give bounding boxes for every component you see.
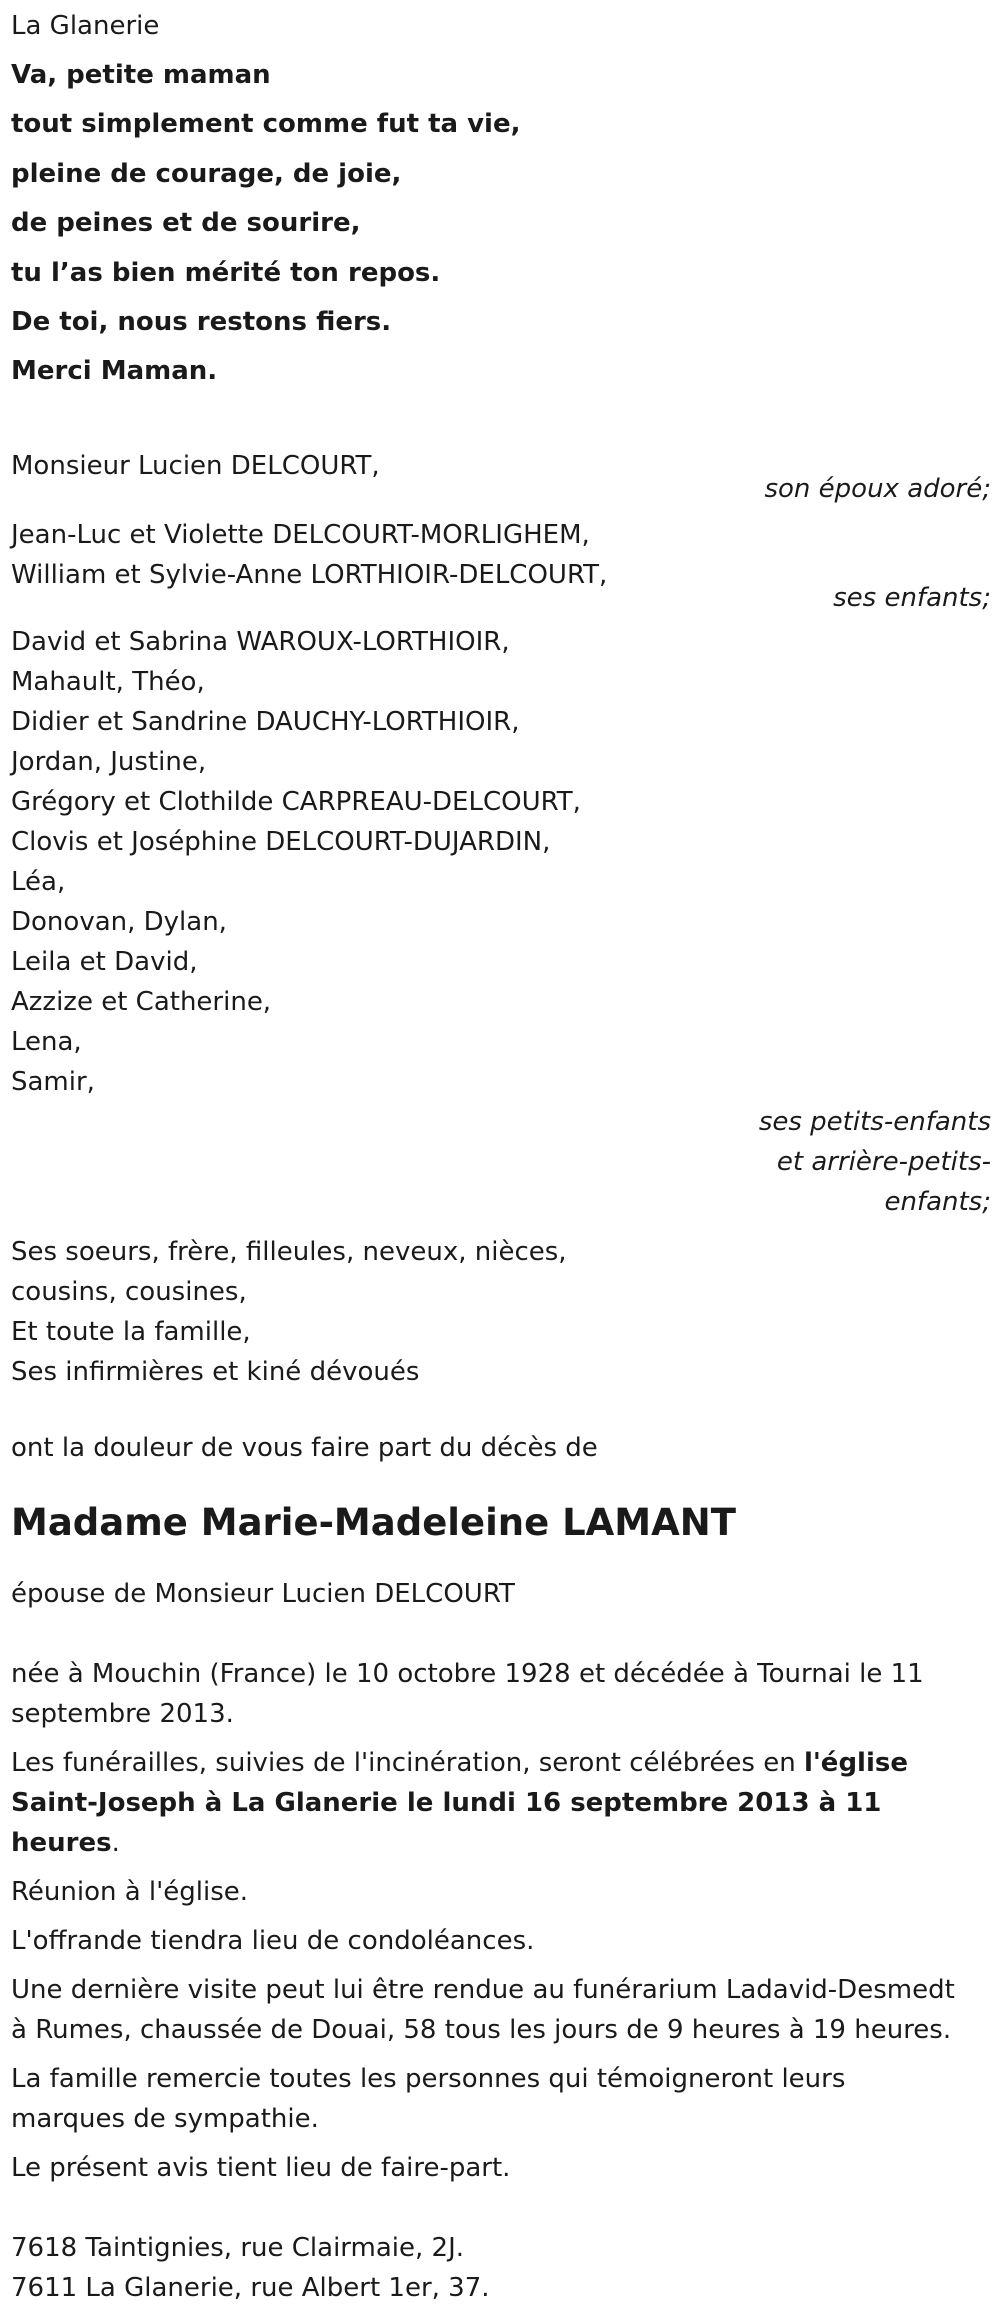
header-place: La Glanerie (11, 11, 160, 41)
poem-line: de peines et de sourire, (11, 208, 361, 239)
poem (11, 51, 991, 397)
grandchild-name: Donovan, Dylan, (11, 906, 227, 937)
birth-death-text: née à Mouchin (France) le 10 octobre 1928 et décédée à Tournai le 11 septembre 2013. (11, 1658, 924, 1729)
poem-line: tout simplement comme fut ta vie, (11, 109, 521, 140)
header-place-block (11, 6, 991, 46)
grandchildren-role: enfants; (884, 1186, 991, 1217)
child-name: Jean-Luc et Violette DELCOURT-MORLIGHEM, (11, 519, 590, 550)
children-role: ses enfants; (833, 582, 991, 613)
funeral-suffix: . (111, 1827, 120, 1858)
grandchild-name: Mahault, Théo, (11, 666, 205, 697)
grandchild-name: Leila et David, (11, 946, 198, 977)
poem-line: Va, petite maman (11, 60, 271, 90)
family-block (11, 1232, 991, 1392)
offering-text: L'offrande tiendra lieu de condoléances. (11, 1925, 535, 1956)
announce-text: ont la douleur de vous faire part du décès de (11, 1432, 598, 1463)
funeral-prefix: Les funérailles, suivies de l'incinération, seront célébrées en (11, 1747, 804, 1778)
grandchild-name: David et Sabrina WAROUX-LORTHIOIR, (11, 626, 510, 657)
spouse-of-block (11, 1574, 991, 1614)
details-block (11, 1654, 991, 2188)
visit-text: Une dernière visite peut lui être rendue au funérarium Ladavid-Desmedt à Rumes, chaussée de Douai, 58 tous les jours de 9 heures à 19 heures. (11, 1974, 955, 2045)
spouse-role: son époux adoré; (764, 473, 991, 504)
grandchildren-role: ses petits-enfants (758, 1106, 991, 1137)
child-name: William et Sylvie-Anne LORTHIOIR-DELCOURT, (11, 559, 608, 590)
grandchild-name: Léa, (11, 866, 66, 897)
grandchild-name: Azzize et Catherine, (11, 986, 272, 1017)
funeral-text (11, 1743, 966, 1863)
children-block (11, 515, 991, 618)
family-line: Ses soeurs, frère, filleules, neveux, nièces, (11, 1236, 567, 1267)
poem-line: pleine de courage, de joie, (11, 158, 402, 189)
deceased-spouse-of: épouse de Monsieur Lucien DELCOURT (11, 1578, 515, 1609)
spouse-block (11, 446, 991, 509)
deceased-name: Madame Marie-Madeleine LAMANT (11, 1500, 736, 1544)
meeting-text: Réunion à l'église. (11, 1876, 249, 1907)
spouse-name: Monsieur Lucien DELCOURT, (11, 450, 380, 481)
poem-line: Merci Maman. (11, 356, 218, 387)
grandchild-name: Samir, (11, 1066, 95, 1097)
grandchildren-block (11, 622, 991, 1222)
funeral-location-date: l'église Saint-Joseph à La Glanerie le lundi 16 septembre 2013 à 11 heures (11, 1747, 908, 1858)
grandchild-name: Jordan, Justine, (11, 746, 207, 777)
announce-block (11, 1428, 991, 1468)
poem-line: De toi, nous restons fiers. (11, 307, 392, 338)
grandchild-name: Clovis et Joséphine DELCOURT-DUJARDIN, (11, 826, 551, 857)
address-line: 7611 La Glanerie, rue Albert 1er, 37. (11, 2272, 490, 2303)
poem-line: tu l’as bien mérité ton repos. (11, 257, 441, 288)
family-line: Ses infirmières et kiné dévoués (11, 1356, 420, 1387)
addresses-block (11, 2228, 991, 2308)
deceased-block (11, 1498, 991, 1548)
family-line: Et toute la famille, (11, 1316, 251, 1347)
grandchildren-role: et arrière-petits- (776, 1146, 991, 1177)
thanks-text: La famille remercie toutes les personnes qui témoigneront leurs marques de sympathie. (11, 2063, 846, 2134)
notice-text: Le présent avis tient lieu de faire-part. (11, 2152, 511, 2183)
address-line: 7618 Taintignies, rue Clairmaie, 2J. (11, 2232, 465, 2263)
grandchild-name: Didier et Sandrine DAUCHY-LORTHIOIR, (11, 706, 520, 737)
grandchild-name: Lena, (11, 1026, 82, 1057)
family-line: cousins, cousines, (11, 1276, 247, 1307)
obituary-notice (11, 0, 991, 2303)
grandchild-name: Grégory et Clothilde CARPREAU-DELCOURT, (11, 786, 581, 817)
